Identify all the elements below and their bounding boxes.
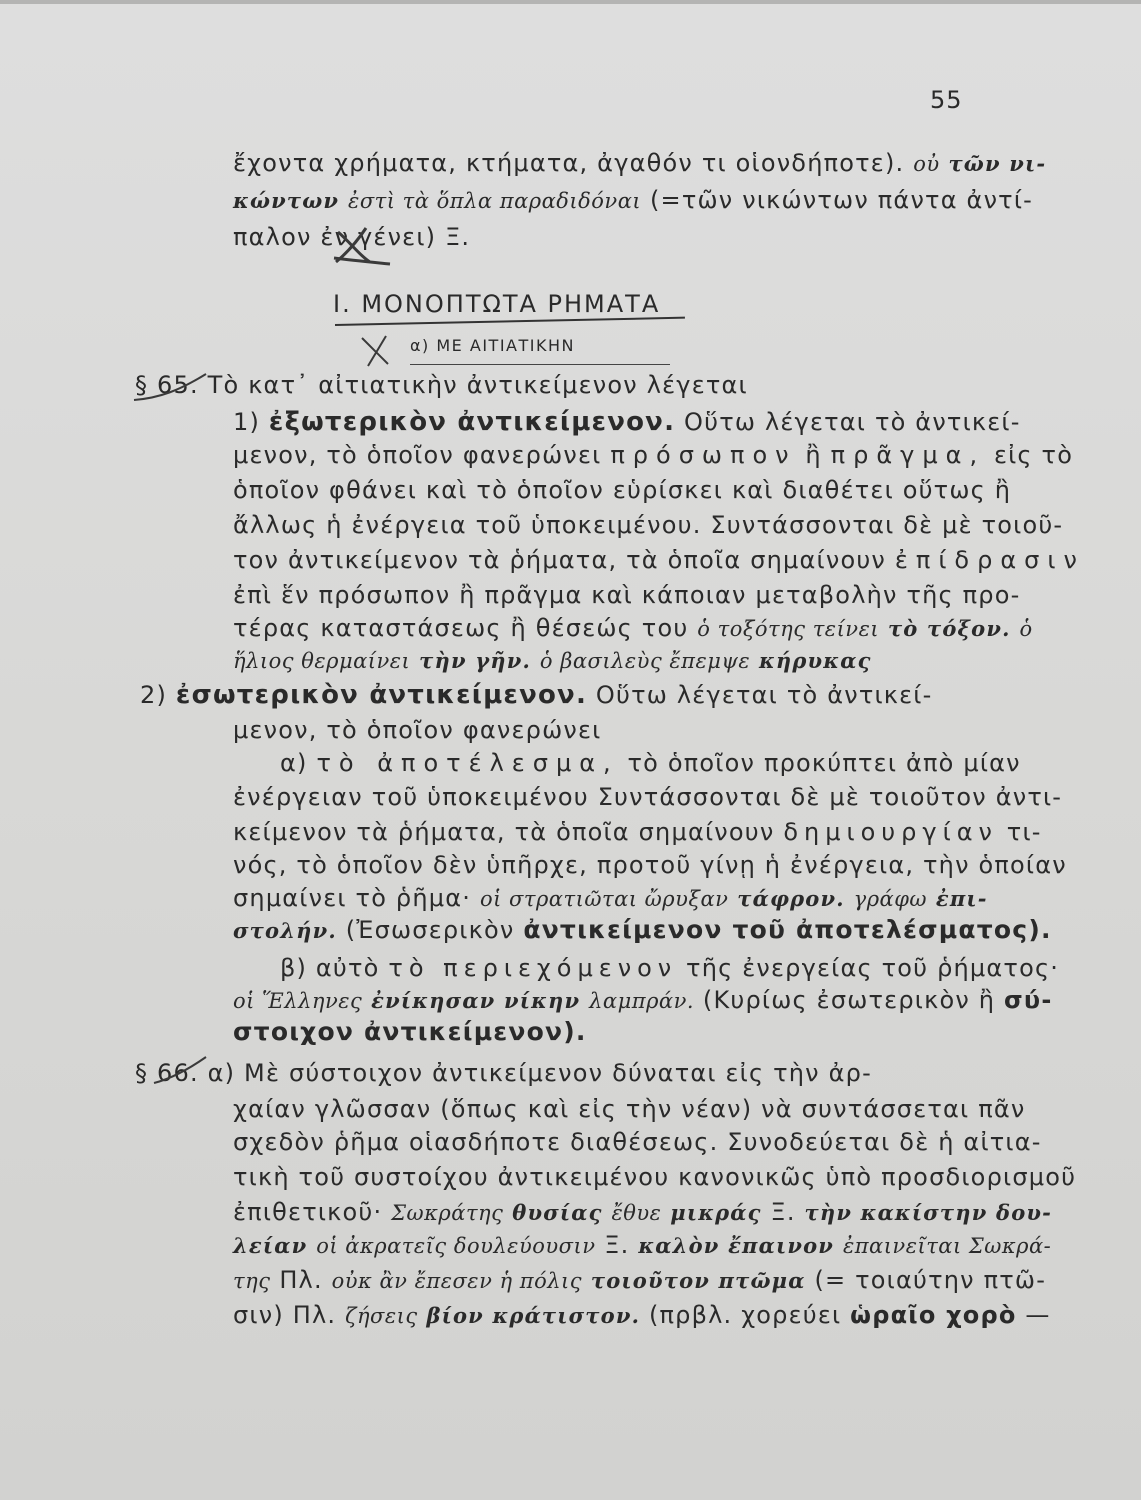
text-line: ἄλλως ἡ ἐνέργεια τοῦ ὑποκειμένου. Συντάσσονται δὲ μὲ τοιοῦ-	[233, 511, 1064, 539]
text: τὸ ὁποῖον προκύπτει ἀπὸ μίαν	[627, 749, 1021, 777]
text: κείμενον τὰ ῥήματα, τὰ ὁποῖα σημαίνουν	[233, 818, 775, 846]
example-italic: οἱ στρατιῶται ὤρυξαν	[479, 887, 729, 911]
text: σημαίνει τὸ ῥῆμα·	[233, 884, 472, 912]
text-line: τικὴ τοῦ συστοίχου ἀντικειμένου κανονικῶς ὑπὸ προσδιορισμοῦ	[233, 1163, 1077, 1191]
text: 2)	[140, 681, 168, 709]
text-line	[233, 613, 1033, 644]
example-bold-italic: τῶν νι-	[948, 151, 1047, 176]
example-bold-italic: τάφρον.	[737, 886, 845, 911]
text-line: ἐνέργειαν τοῦ ὑποκειμένου Συντάσσονται δὲ μὲ τοιοῦτον ἀντι-	[233, 783, 1063, 811]
text: Ξ.	[604, 1231, 630, 1259]
text: (πρβλ. χορεύει	[648, 1301, 842, 1329]
text-line	[233, 985, 1053, 1016]
example-bold-italic: βίον κράτιστον.	[426, 1303, 641, 1328]
text: τι-	[1006, 818, 1042, 846]
text: 1)	[233, 408, 261, 436]
example-italic: ζήσεις	[345, 1304, 418, 1328]
text: σιν) Πλ.	[233, 1301, 337, 1329]
example-italic: οὐ	[913, 152, 940, 176]
example-italic: οἱ Ἕλληνες	[233, 989, 363, 1013]
text-line	[135, 370, 748, 400]
text-line	[233, 407, 1021, 437]
paragraph-opening: § 65. Τὸ κατ᾽ αἰτιατικὴν ἀντικείμενον λέγεται	[135, 371, 748, 399]
text: τέρας καταστάσεως ἢ θέσεώς του	[233, 614, 689, 642]
term-bold: σύ-	[1004, 986, 1053, 1014]
example-italic: οὐκ ἂν ἔπεσεν ἡ πόλις	[331, 1269, 583, 1293]
text: Οὕτω λέγεται τὸ ἀντικεί-	[684, 408, 1021, 436]
example-italic: οἱ ἀκρατεῖς δουλεύουσιν	[316, 1234, 596, 1258]
example-bold-italic: καλὸν ἔπαινον	[638, 1233, 835, 1258]
term-bold: ἀντικείμενον τοῦ ἀποτελέσματος).	[523, 915, 1052, 944]
text-line	[233, 1265, 1046, 1296]
text: εἰς τὸ	[993, 441, 1074, 469]
text-line	[233, 148, 1046, 179]
text-line	[233, 185, 1033, 216]
example-bold-italic: τὸ τόξον.	[887, 616, 1011, 641]
text-line: ὁποῖον φθάνει καὶ τὸ ὁποῖον εὑρίσκει καὶ διαθέτει οὕτως ἢ	[233, 476, 1012, 504]
spaced-text: πρόσωπον	[610, 441, 797, 469]
example-bold-italic: λείαν	[233, 1233, 308, 1258]
example-italic: ἐπαινεῖται Σωκρά-	[842, 1234, 1052, 1258]
text-line	[233, 1017, 587, 1047]
example-bold-italic: τὴν κακίστην δου-	[804, 1200, 1053, 1225]
section-heading: I. ΜΟΝΟΠΤΩΤΑ ΡΗΜΑΤΑ	[333, 290, 661, 318]
text: (Κυρίως ἐσωτερικὸν ἢ	[702, 986, 996, 1014]
text-line	[135, 1058, 872, 1088]
text: (=τῶν νικώντων πάντα ἀντί-	[649, 186, 1034, 214]
example-bold-italic: θυσίας	[512, 1200, 603, 1225]
example-italic: της	[233, 1269, 271, 1293]
text: μενον, τὸ ὁποῖον φανερώνει	[233, 441, 602, 469]
text-line	[233, 645, 872, 676]
text: παλον ἐν γένει) Ξ.	[233, 223, 471, 251]
text-line	[233, 883, 988, 914]
example-bold-italic: τὴν γῆν.	[419, 648, 532, 673]
paragraph-opening: § 66. α) Μὲ σύστοιχον ἀντικείμενον δύναται εἰς τὴν ἀρ-	[135, 1059, 872, 1087]
text-line: ἐπὶ ἕν πρόσωπον ἢ πρᾶγμα καὶ κάποιαν μεταβολὴν τῆς προ-	[233, 581, 1021, 609]
text-line	[280, 953, 1059, 983]
text-line	[233, 1230, 1051, 1261]
section-subheading: α) ΜΕ ΑΙΤΙΑΤΙΚΗΝ	[410, 336, 575, 355]
example-italic: ὁ	[1019, 617, 1033, 641]
term-bold: ἐσωτερικὸν ἀντικείμενον.	[175, 680, 588, 710]
handwritten-mark-icon	[330, 222, 394, 268]
spaced-text: ἐπίδρασιν	[894, 546, 1085, 574]
text: β) αὐτὸ	[280, 954, 380, 982]
spaced-text: τὸ ἀποτέλεσμα,	[316, 749, 619, 777]
spaced-text: πρᾶγμα,	[830, 441, 986, 469]
page-top-edge	[0, 0, 1141, 4]
example-italic: ἐστὶ τὰ ὅπλα παραδιδόναι	[348, 189, 642, 213]
text: (= τοιαύτην πτῶ-	[814, 1266, 1047, 1294]
example-bold-italic: μικράς	[670, 1200, 762, 1225]
example-bold-italic: τοιοῦτον πτῶμα	[590, 1268, 806, 1293]
example-italic: γράφω	[853, 887, 928, 911]
text: τον ἀντικείμενον τὰ ῥήματα, τὰ ὁποῖα σημαίνουν	[233, 546, 887, 574]
example-bold-italic: ἐνίκησαν νίκην	[371, 988, 581, 1013]
example-bold-italic: στολήν.	[233, 918, 337, 943]
text-line: μενον, τὸ ὁποῖον φανερώνει	[233, 716, 602, 744]
example-italic: ὁ βασιλεὺς ἔπεμψε	[539, 649, 751, 673]
example-bold-italic: κώντων	[233, 188, 340, 213]
spaced-text: τὸ περιεχόμενον	[388, 954, 678, 982]
text: Οὕτω λέγεται τὸ ἀντικεί-	[595, 681, 933, 709]
text: ἐπιθετικοῦ·	[233, 1198, 383, 1226]
example-italic: ἔθυε	[611, 1201, 662, 1225]
term-bold: ἐξωτερικὸν ἀντικείμενον.	[268, 407, 676, 437]
example-italic: Σωκράτης	[391, 1201, 504, 1225]
example-italic: ὁ τοξότης τείνει	[697, 617, 880, 641]
strike-mark-icon	[130, 370, 210, 406]
text-line	[233, 440, 1073, 470]
text-line	[233, 1300, 1051, 1331]
text: —	[1025, 1301, 1051, 1329]
example-bold-italic: κήρυκας	[758, 648, 872, 673]
example-bold-italic: ἐπι-	[935, 886, 988, 911]
cross-mark-icon	[358, 334, 392, 368]
text: ἢ	[805, 441, 822, 469]
text: Ξ.	[770, 1198, 796, 1226]
text-line	[280, 748, 1021, 778]
text-line	[233, 1197, 1052, 1228]
text-line: νός, τὸ ὁποῖον δὲν ὑπῆρχε, προτοῦ γίνῃ ἡ ἐνέργεια, τὴν ὁποίαν	[233, 851, 1067, 879]
text: (Ἐσωσερικὸν	[345, 916, 515, 944]
example-italic: λαμπράν.	[589, 989, 695, 1013]
spaced-text: δημιουργίαν	[783, 818, 998, 846]
text-line	[233, 817, 1042, 847]
heading-underline	[335, 317, 685, 326]
text: Πλ.	[279, 1266, 323, 1294]
text-line: σχεδὸν ῥῆμα οἱασδήποτε διαθέσεως. Συνοδεύεται δὲ ἡ αἰτια-	[233, 1128, 1042, 1156]
text: α)	[280, 749, 308, 777]
subheading-rule	[410, 364, 670, 365]
example-italic: ἥλιος θερμαίνει	[233, 649, 411, 673]
text-line	[233, 545, 1085, 575]
text: τῆς ἐνεργείας τοῦ ῥήματος·	[686, 954, 1060, 982]
text-line	[233, 915, 1052, 946]
text: ἔχοντα χρήματα, κτήματα, ἀγαθόν τι οἱονδήποτε).	[233, 149, 905, 177]
term-bold: στοιχον ἀντικείμενον).	[233, 1017, 587, 1046]
text-line	[140, 680, 933, 710]
text-line: χαίαν γλῶσσαν (ὅπως καὶ εἰς τὴν νέαν) νὰ συντάσσεται πᾶν	[233, 1095, 1026, 1123]
strike-mark-icon	[150, 1055, 210, 1087]
page-number: 55	[930, 86, 963, 114]
term-bold: ὡραῖο χορὸ	[850, 1301, 1017, 1329]
